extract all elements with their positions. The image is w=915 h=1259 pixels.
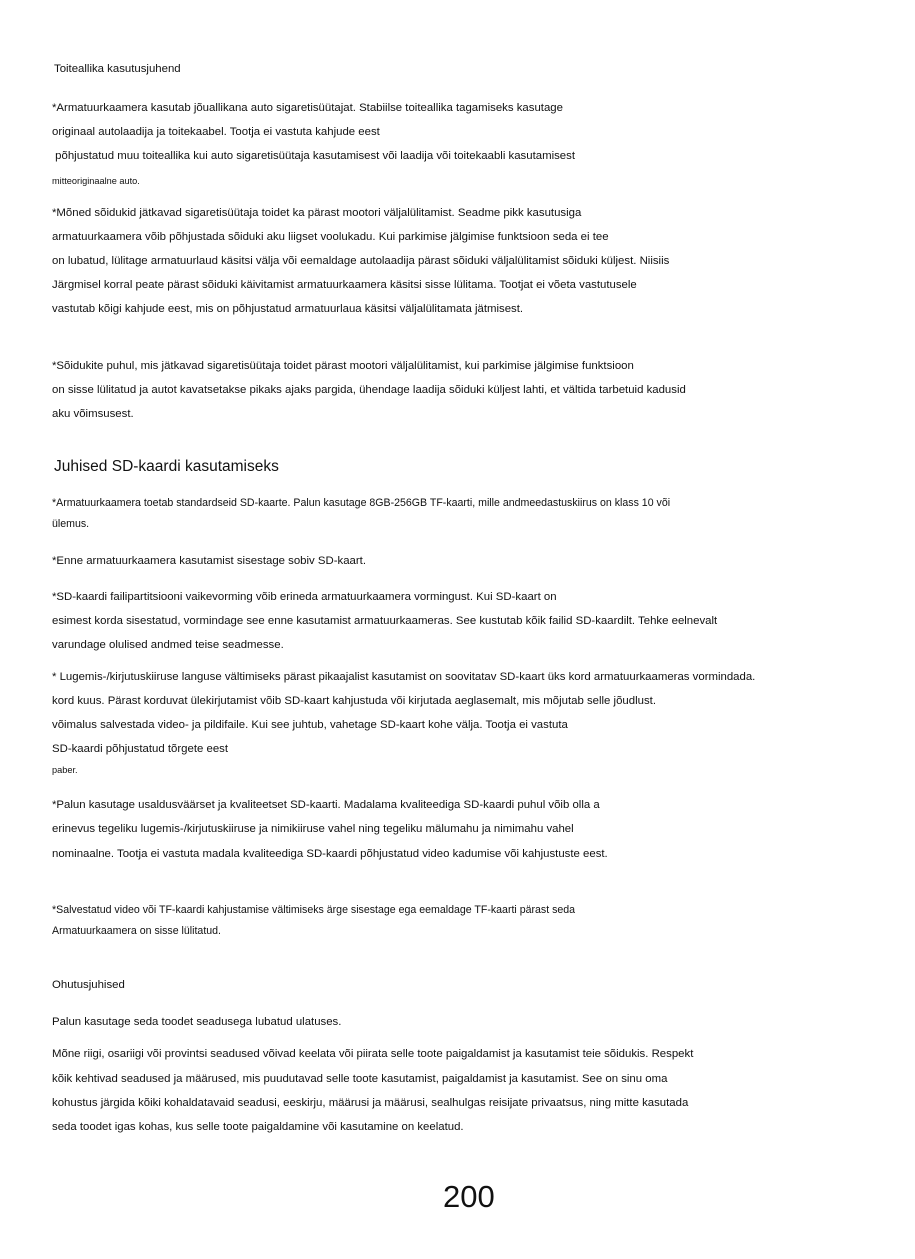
power-p3-line: *Sõidukite puhul, mis jätkavad sigaretisüütaja toidet pärast mootori väljalülitamist, kui parkimise jälgimise funktsioon xyxy=(52,360,634,372)
safety-p2-line: seda toodet igas kohas, kus selle toote paigaldamine või kasutamine on keelatud. xyxy=(52,1121,464,1133)
power-p1-line: põhjustatud muu toiteallika kui auto sigaretisüütaja kasutamisest või laadija või toitekaabli kasutamisest xyxy=(52,150,575,162)
safety-p2-line: kõik kehtivad seadused ja määrused, mis puudutavad selle toote kasutamist, paigaldamist ja kasutamist. See on sinu oma xyxy=(52,1073,668,1085)
power-p2-line: *Mõned sõidukid jätkavad sigaretisüütaja toidet ka pärast mootori väljalülitamist. Seadme pikk kasutusiga xyxy=(52,207,582,219)
sd-p3-line: esimest korda sisestatud, vormindage see enne kasutamist armatuurkaameras. See kustutab kõik failid SD-kaardilt. Tehke eelnevalt xyxy=(52,615,718,627)
sd-p6-line: *Salvestatud video või TF-kaardi kahjustamise vältimiseks ärge sisestage ega eemaldage TF-kaarti pärast seda xyxy=(52,904,576,916)
page-number: 200 xyxy=(443,1179,495,1214)
sd-p5-line: nominaalne. Tootja ei vastuta madala kvaliteediga SD-kaardi põhjustatud video kadumise või kahjustuste eest. xyxy=(52,848,608,860)
power-p3-line: aku võimsusest. xyxy=(52,408,134,420)
section-heading-power: Toiteallika kasutusjuhend xyxy=(54,63,181,75)
power-p2-line: Järgmisel korral peate pärast sõiduki käivitamist armatuurkaamera käsitsi sisse lülitama. Tootjat ei võeta vastutusele xyxy=(52,279,637,291)
sd-p2-line: *Enne armatuurkaamera kasutamist sisestage sobiv SD-kaart. xyxy=(52,555,367,567)
sd-p3-line: varundage olulised andmed teise seadmesse. xyxy=(52,639,284,651)
power-p1-line: originaal autolaadija ja toitekaabel. Tootja ei vastuta kahjude eest xyxy=(52,126,380,138)
power-p1-line: mitteoriginaalne auto. xyxy=(52,176,140,186)
safety-p1-line: Palun kasutage seda toodet seadusega lubatud ulatuses. xyxy=(52,1016,342,1028)
power-p3-line: on sisse lülitatud ja autot kavatsetakse pikaks ajaks pargida, ühendage laadija sõiduki küljest lahti, et vältida tarbetuid kadusid xyxy=(52,384,686,396)
sd-p4-line: * Lugemis-/kirjutuskiiruse languse vältimiseks pärast pikaajalist kasutamist on soovitatav SD-kaart üks kord armatuurkaameras vormindada. xyxy=(52,671,756,683)
section-heading-safety: Ohutusjuhised xyxy=(52,979,125,991)
safety-p2-line: kohustus järgida kõiki kohaldatavaid seadusi, eeskirju, määrusi ja määrusi, sealhulgas reisijate privaatsus, ning mitte kasutada xyxy=(52,1097,689,1109)
section-heading-sd: Juhised SD-kaardi kasutamiseks xyxy=(54,458,279,475)
safety-p2-line: Mõne riigi, osariigi või provintsi seadused võivad keelata või piirata selle toote paigaldamist ja kasutamist teie sõidukis. Respekt xyxy=(52,1048,694,1060)
sd-p4-line: paber. xyxy=(52,765,78,775)
sd-p3-line: *SD-kaardi failipartitsiooni vaikevorming võib erineda armatuurkaamera vormingust. Kui SD-kaart on xyxy=(52,591,557,603)
power-p2-line: on lubatud, lülitage armatuurlaud käsitsi välja või eemaldage autolaadija pärast sõiduki väljalülitamist sõiduki küljest. Niisiis xyxy=(52,255,670,267)
power-p2-line: vastutab kõigi kahjude eest, mis on põhjustatud armatuurlaua käsitsi väljalülitamata jätmisest. xyxy=(52,303,524,315)
sd-p4-line: SD-kaardi põhjustatud tõrgete eest xyxy=(52,743,229,755)
sd-p6-line: Armatuurkaamera on sisse lülitatud. xyxy=(52,925,221,937)
sd-p5-line: *Palun kasutage usaldusväärset ja kvaliteetset SD-kaarti. Madalama kvaliteediga SD-kaardi puhul võib olla a xyxy=(52,799,600,811)
sd-p5-line: erinevus tegeliku lugemis-/kirjutuskiiruse ja nimikiiruse vahel ning tegeliku mälumahu ja nimimahu vahel xyxy=(52,823,574,835)
sd-p4-line: võimalus salvestada video- ja pildifaile. Kui see juhtub, vahetage SD-kaart kohe välja. Tootja ei vastuta xyxy=(52,719,568,731)
sd-p1-line: ülemus. xyxy=(52,518,90,530)
sd-p1-line: *Armatuurkaamera toetab standardseid SD-kaarte. Palun kasutage 8GB-256GB TF-kaarti, mille andmeedastuskiirus on klass 10 või xyxy=(52,497,671,509)
power-p2-line: armatuurkaamera võib põhjustada sõiduki aku liigset voolukadu. Kui parkimise jälgimise funktsioon seda ei tee xyxy=(52,231,609,243)
sd-p4-line: kord kuus. Pärast korduvat ülekirjutamist võib SD-kaart kahjustuda või kirjutada aeglasemalt, mis mõjutab selle jõudlust. xyxy=(52,695,656,707)
power-p1-line: *Armatuurkaamera kasutab jõuallikana auto sigaretisüütajat. Stabiilse toiteallika tagamiseks kasutage xyxy=(52,102,563,114)
